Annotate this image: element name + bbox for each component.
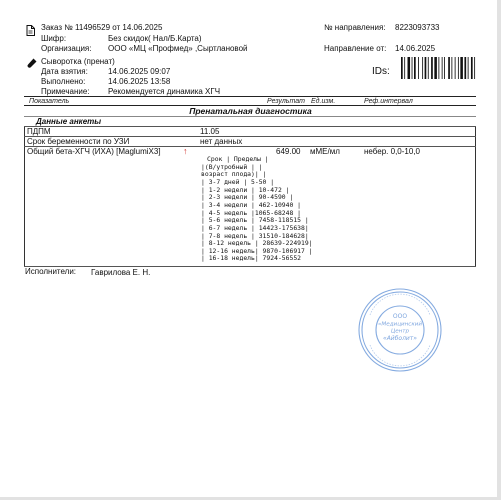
reference-interval: небер. 0,0-10,0: [364, 147, 420, 156]
arrow-up-icon: ↑: [183, 146, 188, 156]
referral-number-value: 8223093733: [395, 23, 440, 32]
result-value: 649.00: [276, 147, 301, 156]
svg-text:Центр: Центр: [390, 328, 410, 335]
reference-line: | 16-18 недель| 7924-56552: [201, 254, 302, 263]
reference-line: | 5-6 недель | 7458-118515 |: [201, 216, 309, 225]
reference-line: возраст плода)| |: [201, 170, 267, 179]
column-reference: Реф.интервал: [364, 98, 413, 105]
table-row: ПДПМ: [27, 127, 51, 136]
reference-line: | 1-2 недели | 10-472 |: [201, 185, 290, 194]
executors-value: Гаврилова Е. Н.: [91, 268, 151, 277]
cipher-value: Без скидок( Нал/Б.Карта): [108, 34, 202, 43]
executors-label: Исполнители:: [25, 267, 77, 276]
reference-line: | 6-7 недель | 14423-175638|: [201, 223, 309, 232]
taken-value: 14.06.2025 09:07: [108, 67, 171, 76]
table-row: Общий бета-ХГЧ (ИХА) [MaglumiX3]: [27, 147, 161, 156]
svg-text:«Айболит»: «Айболит»: [382, 335, 418, 342]
table-bottom-rule: [24, 266, 476, 267]
done-value: 14.06.2025 13:58: [108, 77, 171, 86]
referral-number-label: № направления:: [324, 23, 386, 32]
order-title: Заказ № 11496529 от 14.06.2025: [41, 23, 163, 32]
column-indicator: Показатель: [29, 98, 70, 105]
medical-center-stamp: [357, 287, 443, 373]
reference-line: | 8-12 недель | 28639-224919|: [201, 239, 313, 248]
result-unit: мМЕ/мл: [310, 147, 340, 156]
column-result: Результат: [267, 98, 305, 105]
referral-date-value: 14.06.2025: [395, 44, 436, 53]
sample-type: Сыворотка (пренат): [41, 57, 115, 66]
reference-line: | 2-3 недели | 90-4590 |: [201, 193, 294, 202]
subsection-title: Данные анкеты: [36, 117, 102, 126]
table-right-border: [475, 126, 476, 266]
reference-line: | 4-5 недель |1065-68248 |: [201, 208, 302, 217]
reference-line: | 3-7 дней | 5-50 |: [201, 177, 275, 186]
section-title: Пренатальная диагностика: [189, 106, 312, 116]
reference-line: |(В/утробный | |: [201, 162, 263, 171]
column-unit: Ед.изм.: [311, 98, 336, 105]
done-label: Выполнено:: [41, 77, 86, 86]
test-tube-icon: [27, 56, 37, 67]
note-label: Примечание:: [41, 87, 90, 96]
table-left-border: [24, 126, 25, 266]
organization-value: ООО «МЦ «Профмед» ,Сыртлановой: [108, 44, 248, 53]
document-icon: [26, 23, 36, 34]
row-divider: [24, 126, 476, 127]
referral-date-label: Направление от:: [324, 44, 387, 53]
table-row: Срок беременности по УЗИ: [27, 137, 130, 146]
cipher-label: Шифр:: [41, 34, 67, 43]
reference-line: | 7-8 недель | 31510-184628|: [201, 231, 309, 240]
organization-label: Организация:: [41, 44, 92, 53]
page-edge: [497, 0, 501, 500]
row-value: нет данных: [200, 137, 243, 146]
reference-line: | 3-4 недели | 462-10940 |: [201, 200, 302, 209]
ids-label: IDs:: [372, 66, 390, 77]
reference-line: | 12-16 недель| 9870-106917 |: [201, 246, 313, 255]
barcode: [401, 57, 476, 79]
row-value: 11.05: [200, 127, 220, 136]
note-value: Рекомендуется динамика ХГЧ: [108, 87, 221, 96]
taken-label: Дата взятия:: [41, 67, 88, 76]
svg-text:«Медицинский: «Медицинский: [377, 321, 423, 328]
svg-text:ООО: ООО: [392, 313, 408, 320]
reference-line: Срок | Пределы |: [207, 155, 269, 163]
